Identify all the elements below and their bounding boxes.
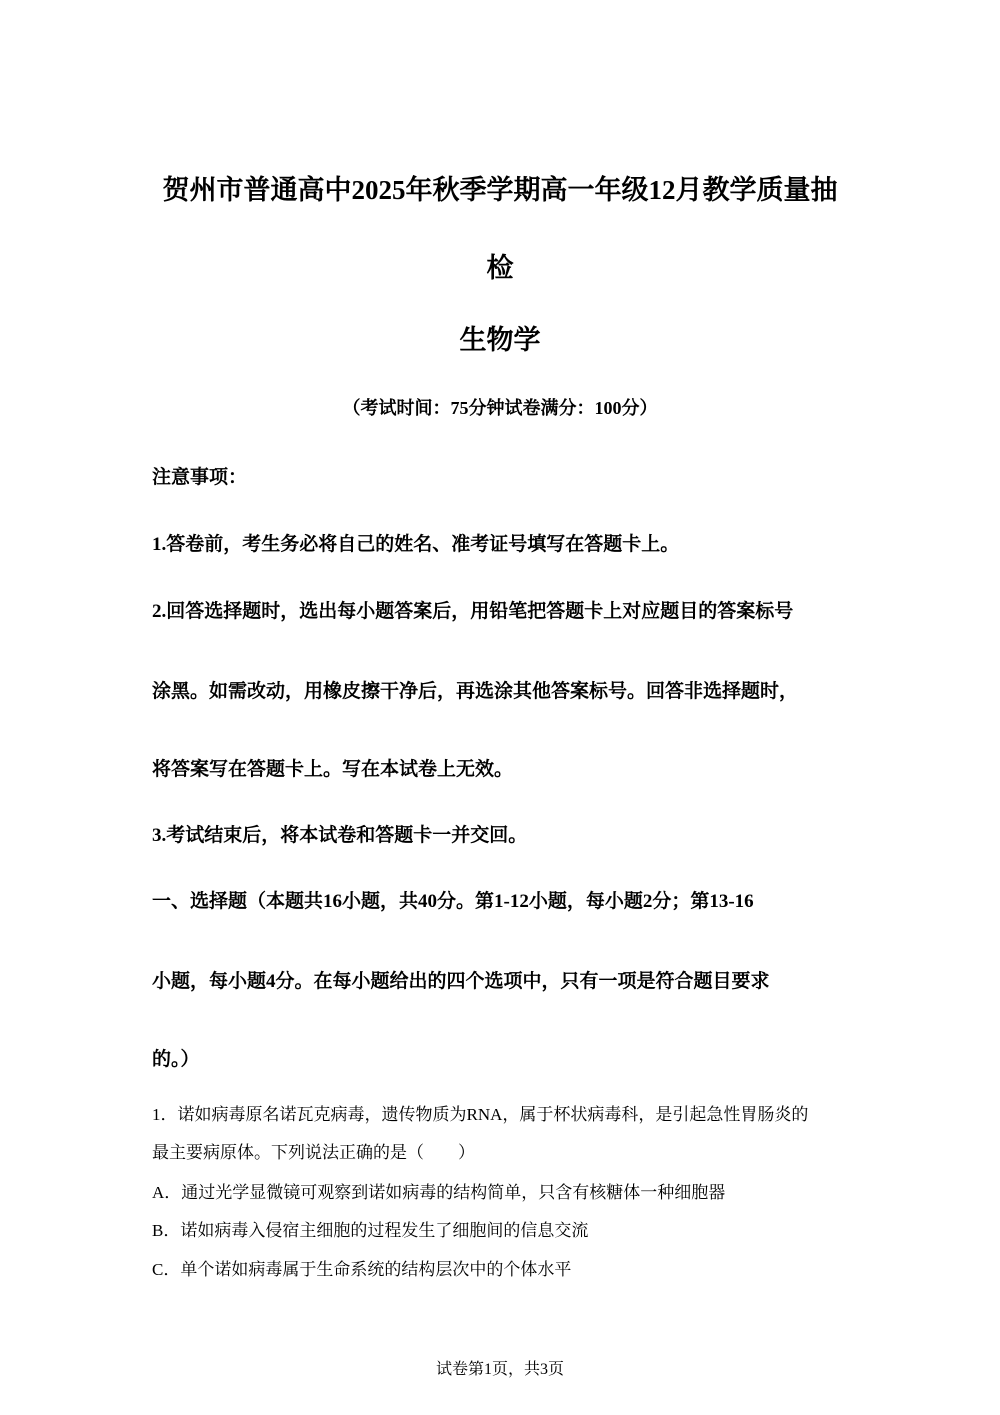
note-item-3: 3.考试结束后，将本试卷和答题卡一并交回。 [152,825,528,846]
note-item-2-line1: 2.回答选择题时，选出每小题答案后，用铅笔把答题卡上对应题目的答案标号 [152,601,794,622]
subject-title: 生物学 [459,325,541,355]
section-heading-line2: 小题，每小题4分。在每小题给出的四个选项中，只有一项是符合题目要求 [152,971,770,992]
question-1-option-b: B．诺如病毒入侵宿主细胞的过程发生了细胞间的信息交流 [152,1221,589,1240]
note-item-1: 1.答卷前，考生务必将自己的姓名、准考证号填写在答题卡上。 [152,534,680,555]
section-heading-line3: 的。） [152,1049,200,1070]
question-1-option-a: A．通过光学显微镜可观察到诺如病毒的结构简单，只含有核糖体一种细胞器 [152,1183,726,1202]
note-item-2-line2: 涂黑。如需改动，用橡皮擦干净后，再选涂其他答案标号。回答非选择题时， [152,681,799,702]
notes-heading: 注意事项： [152,467,248,488]
exam-title-line2: 检 [486,253,514,283]
exam-title-line1: 贺州市普通高中2025年秋季学期高一年级12月教学质量抽 [162,175,838,205]
section-heading-line1: 一、选择题（本题共16小题，共40分。第1-12小题，每小题2分；第13-16 [152,891,754,912]
question-1-stem-line1: 1．诺如病毒原名诺瓦克病毒，遗传物质为RNA，属于杯状病毒科，是引起急性胃肠炎的 [152,1105,809,1124]
exam-info: （考试时间：75分钟试卷满分：100分） [342,398,658,418]
page-footer: 试卷第1页，共3页 [435,1361,564,1378]
note-item-2-line3: 将答案写在答题卡上。写在本试卷上无效。 [152,759,514,780]
question-1-option-c: C．单个诺如病毒属于生命系统的结构层次中的个体水平 [152,1260,572,1279]
question-1-stem-line2: 最主要病原体。下列说法正确的是（ ） [152,1143,475,1162]
